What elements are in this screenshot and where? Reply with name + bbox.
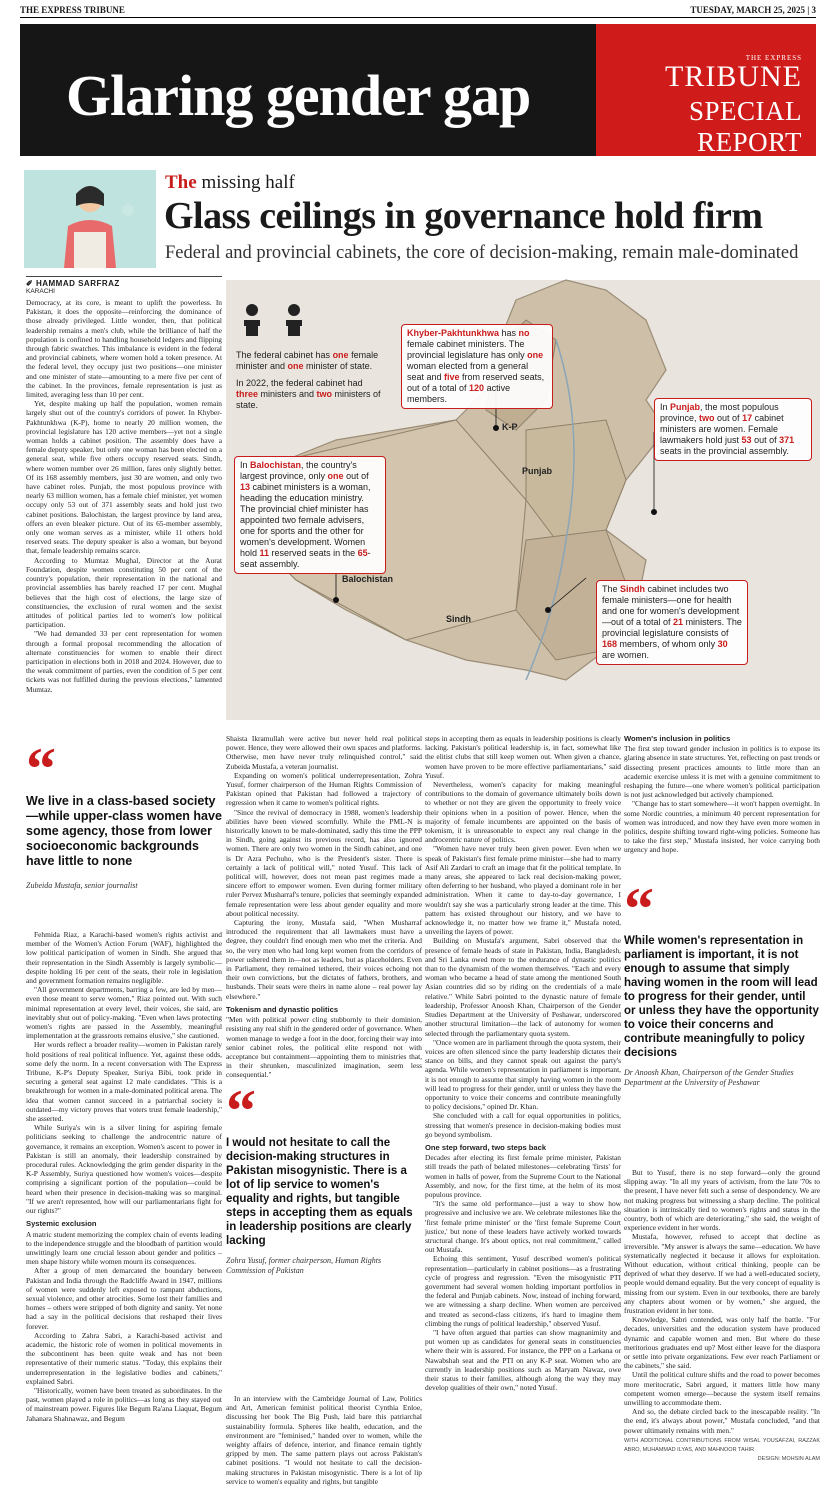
body-column-5: Women's inclusion in politics The first step toward gender inclusion in politics is to expose its glaring absence in state structures. Yet, reflecting on past trends or dissecting present practices amounts to little more than an academic exercise unless it is met with a genuine commitment to reshaping the future—one where women's political participation is not just acknowledged but actively championed. "Change has to start somewhere—it won't happen overnight. In some Nordic countries, a minimum 40 percent representation for women was introduced, and now they have even more women in politics, despite shifting toward right-wing policies. Someone has to take the first step," Mustafa insisted, her voice carrying both urgency and hope.	[624, 734, 821, 855]
banner-title: Glaring gender gap	[66, 63, 531, 128]
author-icon: ✐	[26, 279, 36, 288]
quote-mark-icon: “	[624, 876, 654, 942]
sindh-info-box: The Sindh cabinet includes two female ministers—one for health and one for women's development—out of a total of 21 ministers. The provincial legislature consists of 168 members, of whom only 30 are women.	[596, 580, 748, 665]
pull-quote-3: “ While women's representation in parliament is important, it is not enough to assume that simply having women in the room will lead to progress for their gender, until or unless they have the opportunity to voice their concerns and contribute meaningfully to policy decisions Dr Anoosh Khan, Chairperson of the Gender Studies Department at the University of Peshawar	[624, 876, 819, 1087]
quote-mark-icon: “	[26, 736, 56, 802]
quote-mark-icon: “	[226, 1078, 256, 1144]
pull-quote-1: “ We live in a class-based society—while upper-class women have some agency, those from lower socioeconomic backgrounds have little to none Zubeida Mustafa, senior journalist	[26, 736, 222, 890]
byline	[26, 276, 222, 295]
contributors: WITH ADDITIONAL CONTRIBUTIONS FROM WISAL YOUSAFZAI, RAZZAK ABRO, MUHAMMAD ILYAS, AND MAHNOOR TAHIR	[624, 1437, 820, 1454]
brand-logo: TRIBUNE	[665, 60, 802, 93]
headline: Glass ceilings in governance hold firm	[164, 195, 763, 237]
dateline: KARACHI	[26, 288, 55, 295]
author: HAMMAD SARFRAZ	[35, 279, 120, 288]
brand-small: THE EXPRESS	[745, 54, 802, 62]
section-label: SPECIAL REPORT	[688, 96, 802, 157]
special-report-box	[596, 24, 816, 156]
body-column-3b: In an interview with the Cambridge Journal of Law, Politics and Art, American feminist political theorist Cynthia Enloe, discussing her book The Big Push, laid bare this patriarchal sustainability formula. Spheres like health, education, and the environment are "feminised," handed over to women, while the weighty affairs of defence, interior, and finance remain tightly gripped by men. The same pattern plays out across Pakistan's cabinet positions. "I would not hesitate to call the decision-making structures in Pakistan misogynistic. There is a lot of lip service to women's equality and rights, but tangible	[226, 1394, 422, 1486]
body-column-1: Democracy, at its core, is meant to uplift the powerless. In Pakistan, it does the opposite—reinforcing the dominance of those already privileged. Little wonder, then, that political leadership remains a men's club, while the brilliance of half the population is confined to handling household ledgers and flipping through fabric swatches. This imbalance is evident in the federal and provincial cabinets, where women hold a token presence. At the federal level, they occupy just two positions—one minister and one minister of state—amounting to a mere five per cent of the cabinet. In the provinces, female representation is just as limited, averaging less than 10 per cent. Yet, despite making up half the population, women remain largely shut out of the country's corridors of power. In Khyber-Pakhtunkhwa (K-P), home to nearly 20 million women, the provincial legislature has 120 active members—yet not a single woman holds a cabinet position. The assembly does have a female deputy speaker, but only one woman has been elected on a general seat, while five others occupy reserved seats. Sindh, where women number over 26 million, fares only slightly better. Of its 168 assembly members, just 30 are women, and only two have cabinet roles. Punjab, the most populous province with nearly 63 million women, has a female chief minister, yet women occupy only 53 out of 371 assembly seats and hold just two cabinet positions. Balochistan, the largest province by land area, offers an even bleaker picture. Out of its 65-member assembly, only one woman serves as a minister, while 11 others hold reserved seats. The deputy speaker is also a woman, but beyond that, female leadership remains scarce. According to Mumtaz Mughal, Director at the Aurat Foundation, despite women constituting 50 per cent of the country's population, their representation in the national and provincial assemblies has barely reached 17 per cent. Mughal believes that the high cost of elections, the large size of constituencies, the exclusion of rural women and the sexist attitudes of political parties led to women's low political participation. "We had demanded 33 per cent representation for women through a formal proposal recommending the allocation of alternate constituencies for women to enable their direct participation in elections both in 2018 and 2024. However, due to the weak commitment of parties, even the condition of 5 per cent tickets was not fulfilled during the previous elections," lamented Mumtaz.	[26, 298, 222, 694]
kp-info-box: Khyber-Pakhtunkhwa has no female cabinet ministers. The provincial legislature has only one woman elected from a general seat and five from reserved seats, out of a total of 120 active members.	[401, 324, 553, 409]
running-header	[20, 4, 816, 18]
pull-quote-2: “ I would not hesitate to call the decision-making structures in Pakistan misogynistic. There is a lot of lip service to women's equality and rights, but tangible steps in accepting them as equals in leadership positions are clearly lacking Zohra Yusuf, former chairperson, Human Rights Commission of Pakistan	[226, 1086, 422, 1276]
section-banner	[20, 24, 816, 156]
punjab-info-box: In Punjab, the most populous province, two out of 17 cabinet ministers are women. Female lawmakers hold just 53 out of 371 seats in the provincial assembly.	[654, 398, 812, 461]
paper-name: THE EXPRESS TRIBUNE	[20, 5, 125, 15]
map-label-punjab: Punjab	[522, 466, 553, 476]
body-column-4: steps in accepting them as equals in leadership positions is clearly lacking. Pakistan's political leadership is, in fact, somewhat like the elitist clubs that still keep women out. When given a chance, women have proven to be more effective parliamentarians," said Yusuf. Nevertheless, women's capacity for making meaningful contributions to the domain of governance ultimately boils down to whether or not they are given the opportunity to freely voice their opinions when in a position of power. Hence, when the majority of female incumbents are appointed on the basis of tokenism, it is unreasonable to expect any real change in the androcentric nature of politics. "Women have never truly been given power. Even when we speak of Pakistan's first female prime minister—she had to marry Asif Ali Zardari to craft an image that fit the political template. In many areas, she appeared to lack real decision-making power, often deferring to her husband, who played a dominant role in her administration. When it came to day-to-day governance, I wouldn't say she was a particularly strong leader at the time. This pattern has existed throughout our history, and we have to acknowledge it, no matter how we frame it," Mustafa noted, unveiling the layers of power. Building on Mustafa's argument, Sabri observed that the presence of female heads of state in Pakistan, India, Bangladesh, and Sri Lanka owed more to the endurance of dynastic politics than to the dynamism of the women themselves. "Each and every woman who became a head of state among the mentioned South Asian countries did so by riding on the credentials of a male relative." While Sabri pointed to the dynastic nature of female leadership, Professor Anoosh Khan, Chairperson of the Gender Studies Department at the University of Peshawar, underscored another structural limitation—the lack of autonomy for women selected through the parliamentary quota system. "Once women are in parliament through the quota system, their voices are often silenced since the party leadership dictates their stance on bills, and they cannot speak out against the party's agenda. While women's representation in parliament is important, it is not enough to assume that simply having women in the room will lead to progress for their gender, until or unless they have the opportunity to voice their concerns and contribute meaningfully to policy decisions," opined Dr. Khan. She concluded with a call for equal opportunities in politics, stressing that women's presence in decision-making bodies must go beyond symbolism. One step forward, two steps back Decades after electing its first female prime minister, Pakistan still treads the path of belated milestones—celebrating 'firsts' for women in halls of power, from the Supreme Court to the National Assembly, and now, for the first time, at the helm of its most populous province. "It's the same old performance—just a way to show how progressive and inclusive we are. We celebrate milestones like the 'first female prime minister' or the 'first female Supreme Court justice,' but none of these leaders have actively worked towards structural change. It's about optics, not real commitment," called out Mustafa. Echoing this sentiment, Yusuf described women's political representation—particularly in cabinet positions—as a frustrating cycle of progress and regression. "Even the misogynistic PTI government had several women holding important portfolios in the federal and Punjab cabinets. Now, instead of inching forward, we are witnessing a sharp decline. When women are perceived and treated as second-class citizens, it's hard to imagine them climbing the rungs of political leadership," observed Yusuf. "I have often argued that parties can show magnanimity and put women up as candidates for general seats in constituencies where their win is assured. For instance, the PPP on a Larkana or Nawabshah seat and the PTI on any K-P seat. Women who are currently in leadership positions such as Maryam Nawaz, owe their status to their families, although along the way they may develop qualities of their own," noted Yusuf.	[425, 734, 621, 1393]
deck: Federal and provincial cabinets, the core of decision-making, remain male-dominated	[165, 243, 799, 263]
design-credit: DESIGN: MOHSIN ALAM	[757, 1456, 820, 1463]
kicker: The missing half	[165, 172, 295, 193]
federal-cabinet-note: The federal cabinet has one female minister and one minister of state. In 2022, the federal cabinet had three ministers and two ministers of state.	[236, 350, 381, 410]
map-label-balochistan: Balochistan	[342, 574, 394, 584]
map-label-sindh: Sindh	[446, 614, 471, 624]
pakistan-map-infographic	[226, 280, 820, 720]
balochistan-info-box: In Balochistan, the country's largest province, only one out of 13 cabinet ministers is a woman, heading the education ministry. The provincial chief minister has appointed two female advisers, one for sports and the other for women's development. Women hold 11 reserved seats in the 65-seat assembly.	[234, 456, 386, 574]
body-column-5b: But to Yusuf, there is no step forward—only the ground slipping away. "In all my years of activism, from the late '70s to the present, I have never felt such a sense of despondency. We are not making progress but witnessing a sharp decline. The political situation is intrinsically tied to women's rights and status in the country, both of which are deteriorating," she said, the weight of experience evident in her words. Mustafa, however, refused to accept that decline as irreversible. "My answer is always the same—education. We have systematically neglected it because it allows for exploitation. Without education, without critical thinking, people can be deprived of what they deserve. If we had a well-educated society, people would demand equality. But the very concept of equality is missing from our system. Even in our textbooks, there are barely any chapters about women or by women," she argued, the frustration evident in her tone. Knowledge, Sabri contended, was only half the battle. "For decades, universities and the education system have produced dynamic and capable women and men. But where do these meritorious graduates end up? Most either leave for the diaspora or settle into private organizations. Few ever reach Parliament or the cabinets," she said. Until the political culture shifts and the road to power becomes more meritocratic, Sabri argued, it matters little how many competent women emerge—because the system itself remains unwilling to accommodate them. And so, the debate circled back to the inescapable reality. "In the end, it's always about power," Mustafa concluded, "and that power ultimately remains with men." WITH ADDITIONAL CONTRIBUTIONS FROM WISAL YOUSAFZAI, RAZZAK ABRO, MUHAMMAD ILYAS, AND MAHNOOR TAHIR DESIGN: MOHSIN ALAM	[624, 1168, 820, 1480]
map-label-kp: K-P	[502, 422, 518, 432]
date-page: TUESDAY, MARCH 25, 2025 | 3	[690, 5, 816, 15]
woman-at-podium-illustration	[24, 170, 156, 268]
body-column-3: Shaista Ikramullah were active but never held real political power. Hence, they were allowed their own spaces and platforms. Otherwise, men have never truly relinquished control," said Zubeida Mustafa, a veteran journalist. Expanding on women's political underrepresentation, Zohra Yusuf, former chairperson of the Human Rights Commission of Pakistan opined that Pakistan had followed a trajectory of regression when it came to women's political rights. "Since the revival of democracy in 1988, women's leadership abilities have been viewed scornfully. While the PML-N is historically known to be male-dominated, sadly this time the PPP in Sindh, going against its previous record, has also ignored women. There are only two women in the Sindh cabinet, and one is Dr Azra Pechuho, who is the President's sister. There is certainly a lack of political will," noted Yusuf. This lack of political will, however, does not mean past regimes made a sincere effort to empower women. Even during former military ruler Pervez Musharraf's tenure, policies that seemingly expanded female representation were less about gender equality and more about political necessity. Capturing the irony, Mustafa said, "When Musharraf introduced the requirement that all lawmakers must have a degree, they couldn't find enough men who met the criteria. And so, the very men who had long kept women from the corridors of power ushered them in—not as leaders, but as placeholders. Even in Parliament, they remained tethered, their voices echoing not their own convictions, but the dictates of fathers, brothers, and husbands. Their seats were theirs in name alone – real power lay elsewhere." Tokenism and dynastic politics "Men with political power cling stubbornly to their dominion, resisting any real shift in the gendered order of governance. When women manage to wedge a foot in the door, forcing their way into senior cabinet roles, the political elite respond not with acceptance but containment—appointing them to ministries that, in their shrunken, masculinized imagination, seem less consequential."	[226, 734, 422, 1080]
body-column-2: Fehmida Riaz, a Karachi-based women's rights activist and member of the Women's Action Forum (WAF), highlighted the low political participation of women in Sindh. She argued that their representation in the Sindh Assembly is largely symbolic—despite holding 16 per cent of the seats, their role in legislation and government formation remains negligible. "All government departments, barring a few, are led by men—even those meant to serve women," Riaz pointed out. With such minimal representation at every level, their voices, she said, are inevitably shut out of policy-making. "Even when laws protecting women's rights are passed in the Assembly, meaningful implementation at the grassroots remains elusive," she cautioned. Her words reflect a broader reality—women in Pakistan rarely hold positions of real political influence. Yet, against these odds, some defy the norm. In a recent conversation with The Express Tribune, K-P's Deputy Speaker, Suriya Bibi, took pride in securing a general seat against 12 male candidates. "This is a breakthrough for women in a male-dominated political arena. The idea that women cannot succeed in a patriarchal society is outdated—my victory proves that voters trust female leadership," she asserted. While Suriya's win is a silver lining for aspiring female politicians seeking to challenge the androcentric nature of governance, it remains an exception. Women's ascent to power in Pakistan is still an anomaly, their leadership constrained by procedural rules. Acknowledging the grim gender disparity in the K-P Assembly, Suriya questioned how women's voices—despite comprising a significant portion of the population—could be heard when their presence in decision-making was so marginal. "If we aren't represented, how will our parliamentarians fight for our rights?" Systemic exclusion A matric student memorizing the complex chain of events leading to the independence struggle and the bloodbath of partition would unwittingly learn one crucial lesson about gender and politics – men shape history while women mourn its consequences. After a group of men demarcated the boundary between Pakistan and India through the Radcliffe Award in 1947, millions of women were suddenly left exposed to rampant abductions, sexual violence, and other atrocities. Some lost their families and homes – others were stripped of both dignity and sanity. Yet none had a say in the political decisions that reshaped their lives forever. According to Zahra Sabri, a Karachi-based activist and academic, the historic role of women in political movements in the subcontinent has been quite weak and has not been representative of their numeric status. "Today, this explains their underrepresentation in the legislative bodies and cabinets," explained Sabri. "Historically, women have been treated as subordinates. In the past, women played a role in politics—as long as they stayed out of mainstream power. Figures like Begum Ra'ana Liaquat, Begum Jahanara Shahnawaz, and Begum	[26, 930, 222, 1423]
